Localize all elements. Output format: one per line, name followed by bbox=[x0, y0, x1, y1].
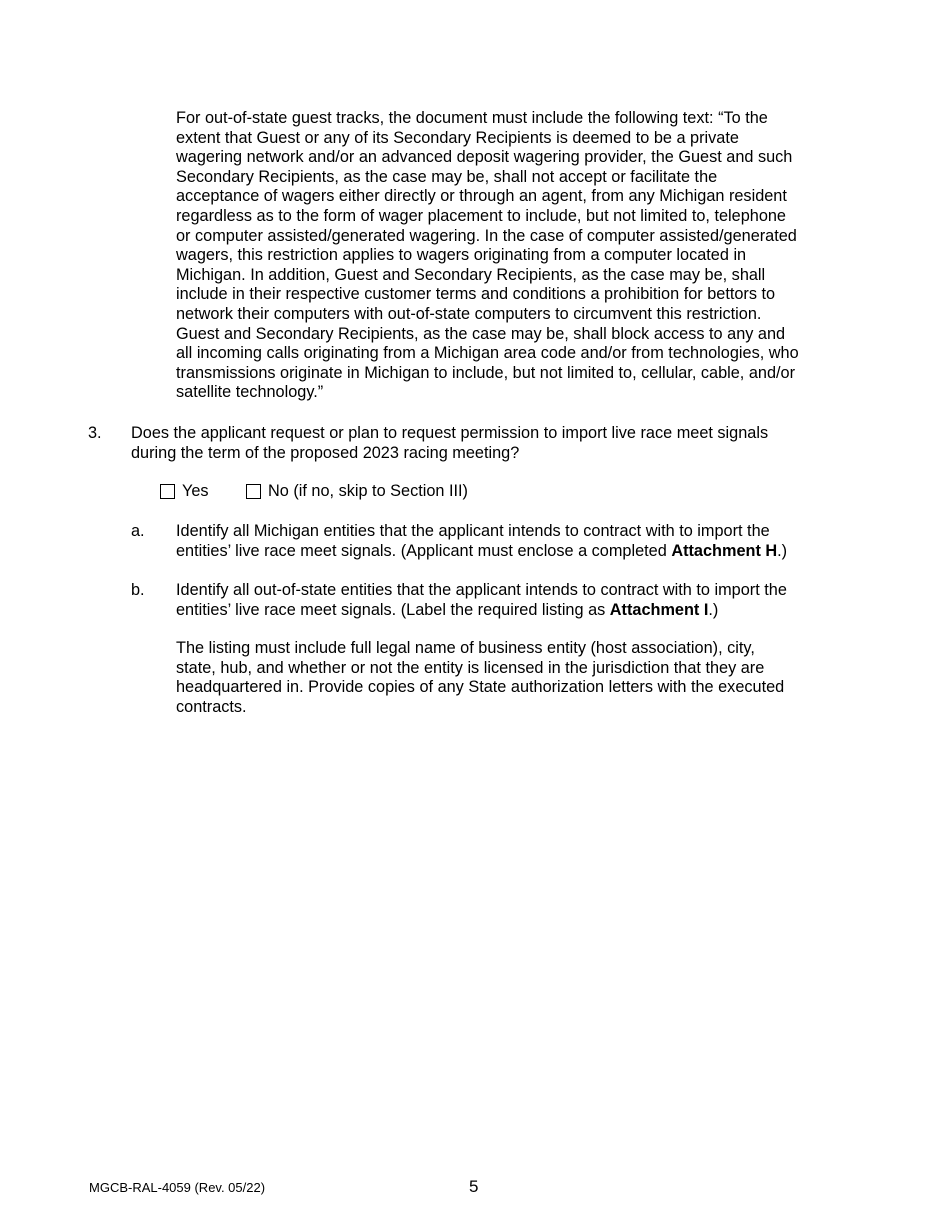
paragraph-line: state, hub, and whether or not the entity is licensed in the jurisdiction that they are bbox=[176, 658, 765, 677]
item-b-text bbox=[176, 581, 787, 620]
question-line: Does the applicant request or plan to request permission to import live race meet signals bbox=[131, 424, 769, 442]
item-line bbox=[176, 601, 787, 621]
item-text: entities’ live race meet signals. (Label the required listing as bbox=[176, 600, 610, 619]
paragraph-line: The listing must include full legal name of business entity (host association), city, bbox=[176, 639, 755, 657]
paragraph-line: Michigan. In addition, Guest and Secondary Recipients, as the case may be, shall bbox=[176, 265, 766, 284]
paragraph-line: Secondary Recipients, as the case may be, shall not accept or facilitate the bbox=[176, 167, 718, 186]
yes-option[interactable] bbox=[160, 482, 209, 502]
item-text: .) bbox=[708, 600, 719, 619]
item-line bbox=[176, 542, 787, 562]
attachment-i-label: Attachment I bbox=[609, 600, 709, 619]
attachment-h-label: Attachment H bbox=[671, 541, 778, 560]
question-3-text bbox=[131, 424, 768, 463]
question-number: 3. bbox=[88, 424, 102, 442]
guest-track-paragraph bbox=[176, 109, 799, 403]
item-b-marker: b. bbox=[131, 581, 145, 599]
form-code: MGCB-RAL-4059 (Rev. 05/22) bbox=[89, 1180, 266, 1195]
paragraph-line: extent that Guest or any of its Secondary Recipients is deemed to be a private bbox=[176, 128, 739, 147]
paragraph-line: or computer assisted/generated wagering. In the case of computer assisted/generated bbox=[176, 226, 797, 245]
item-a-text bbox=[176, 522, 787, 561]
yes-checkbox[interactable] bbox=[160, 484, 175, 499]
paragraph-line: transmissions originate in Michigan to include, but not limited to, cellular, cable, and/or bbox=[176, 363, 796, 382]
paragraph-line: wagers, this restriction applies to wagers originating from a computer located in bbox=[176, 246, 747, 265]
item-text: .) bbox=[777, 541, 788, 560]
paragraph-line: satellite technology.” bbox=[176, 383, 324, 402]
paragraph-line: acceptance of wagers either directly or through an agent, from any Michigan resident bbox=[176, 187, 787, 206]
paragraph-line: all incoming calls originating from a Michigan area code and/or from technologies, who bbox=[176, 344, 799, 363]
paragraph-line: For out-of-state guest tracks, the document must include the following text: “To the bbox=[176, 109, 768, 127]
no-checkbox[interactable] bbox=[246, 484, 261, 499]
item-line: Identify all Michigan entities that the applicant intends to contract with to import the bbox=[176, 522, 770, 540]
no-label: No (if no, skip to Section III) bbox=[268, 482, 468, 500]
paragraph-line: regardless as to the form of wager placement to include, but not limited to, telephone bbox=[176, 206, 786, 225]
page-number: 5 bbox=[469, 1177, 479, 1196]
question-line: during the term of the proposed 2023 racing meeting? bbox=[131, 443, 520, 462]
no-option[interactable] bbox=[246, 482, 468, 502]
paragraph-line: contracts. bbox=[176, 697, 247, 716]
listing-paragraph bbox=[176, 639, 784, 717]
paragraph-line: headquartered in. Provide copies of any State authorization letters with the executed bbox=[176, 678, 785, 697]
yes-label: Yes bbox=[182, 482, 209, 500]
paragraph-line: include in their respective customer terms and conditions a prohibition for bettors to bbox=[176, 285, 776, 304]
paragraph-line: wagering network and/or an advanced deposit wagering provider, the Guest and such bbox=[176, 148, 793, 167]
item-text: entities’ live race meet signals. (Applicant must enclose a completed bbox=[176, 541, 672, 560]
paragraph-line: Guest and Secondary Recipients, as the case may be, shall block access to any and bbox=[176, 324, 786, 343]
item-a-marker: a. bbox=[131, 522, 145, 540]
paragraph-line: network their computers with out-of-state computers to circumvent this restriction. bbox=[176, 304, 762, 323]
item-line: Identify all out-of-state entities that the applicant intends to contract with to import the bbox=[176, 581, 787, 599]
